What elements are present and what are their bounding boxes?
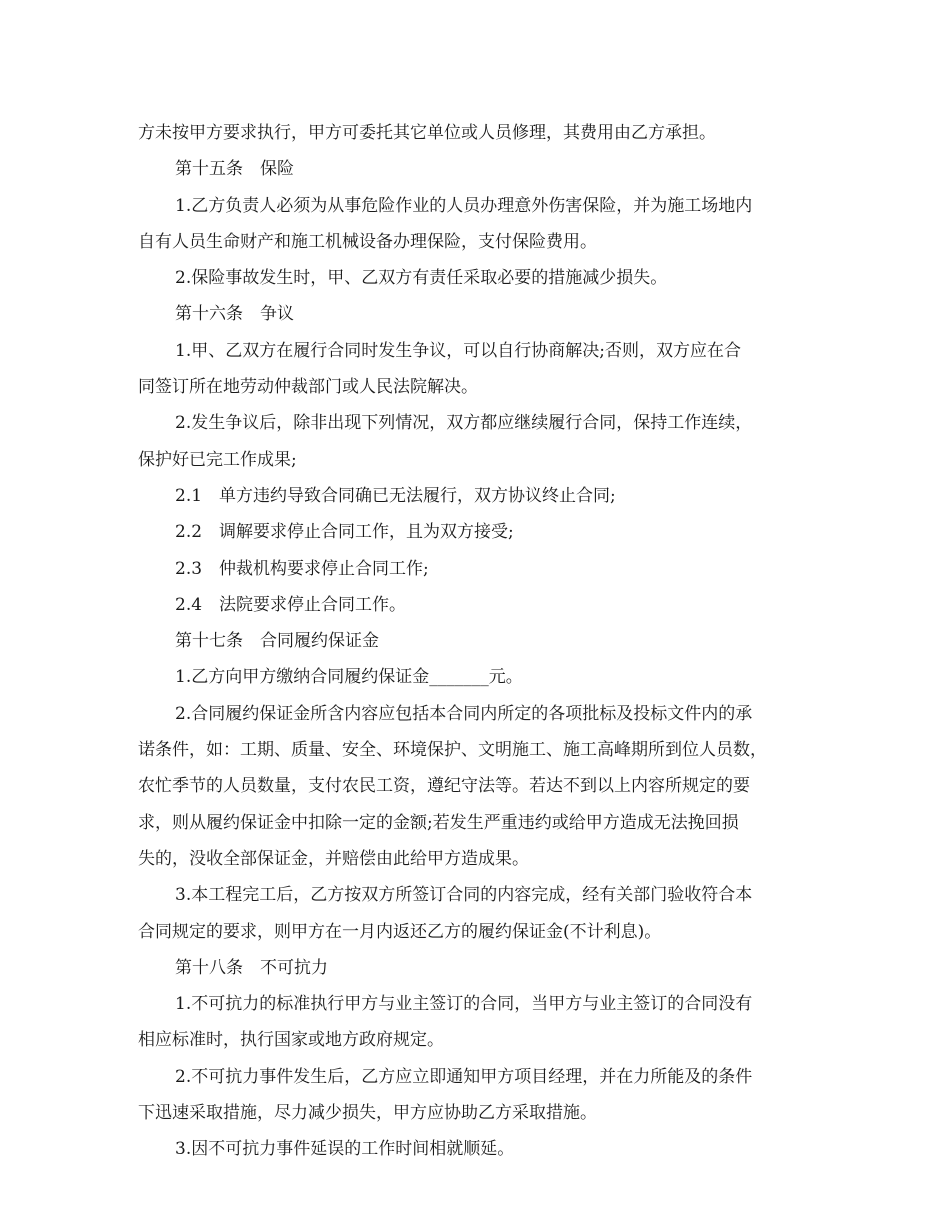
text-line: 求，则从履约保证金中扣除一定的金额;若发生严重违约或给甲方造成无法挽回损 [138,812,739,833]
document-body [138,115,818,1168]
text-line: 相应标准时，执行国家或地方政府规定。 [138,1030,444,1051]
text-line: 2.发生争议后，除非出现下列情况，双方都应继续履行合同，保持工作连续， [175,413,753,434]
text-line: 2.3 仲裁机构要求停止合同工作; [175,558,429,579]
text-line: 同签订所在地劳动仲裁部门或人民法院解决。 [138,377,478,398]
text-line: 自有人员生命财产和施工机械设备办理保险，支付保险费用。 [138,231,597,252]
text-line: 下迅速采取措施，尽力减少损失，甲方应协助乙方采取措施。 [138,1103,597,1124]
text-line: 诺条件，如：工期、质量、安全、环境保护、文明施工、施工高峰期所到位人员数， [138,740,767,761]
text-line: 失的，没收全部保证金，并赔偿由此给甲方造成果。 [138,848,529,869]
text-line: 1.不可抗力的标准执行甲方与业主签订的合同，当甲方与业主签订的合同没有 [175,994,753,1015]
section-heading: 第十八条 不可抗力 [175,957,328,978]
text-line: 3.本工程完工后，乙方按双方所签订合同的内容完成，经有关部门验收符合本 [175,885,753,906]
text-line: 合同规定的要求，则甲方在一月内返还乙方的履约保证金(不计利息)。 [138,921,662,942]
text-line: 2.不可抗力事件发生后，乙方应立即通知甲方项目经理，并在力所能及的条件 [175,1066,753,1087]
text-line: 2.1 单方违约导致合同确已无法履行，双方协议终止合同; [175,485,616,506]
text-line: 2.合同履约保证金所含内容应包括本合同内所定的各项批标及投标文件内的承 [175,703,753,724]
section-heading: 第十五条 保险 [175,159,294,180]
text-line: 1.乙方向甲方缴纳合同履约保证金_______元。 [175,667,523,688]
text-line: 1.乙方负责人必须为从事危险作业的人员办理意外伤害保险，并为施工场地内 [175,195,753,216]
text-line: 3.因不可抗力事件延误的工作时间相就顺延。 [175,1139,515,1160]
text-line: 保护好已完工作成果; [138,449,297,470]
section-heading: 第十七条 合同履约保证金 [175,631,379,652]
text-line: 2.保险事故发生时，甲、乙双方有责任采取必要的措施减少损失。 [175,268,668,289]
section-heading: 第十六条 争议 [175,304,294,325]
text-line: 2.2 调解要求停止合同工作，且为双方接受; [175,522,514,543]
text-line: 2.4 法院要求停止合同工作。 [175,594,407,615]
text-line: 1.甲、乙双方在履行合同时发生争议，可以自行协商解决;否则，双方应在合 [175,340,741,361]
text-line: 农忙季节的人员数量，支付农民工资，遵纪守法等。若达不到以上内容所规定的要 [138,776,750,797]
text-line: 方未按甲方要求执行，甲方可委托其它单位或人员修理，其费用由乙方承担。 [138,123,716,143]
